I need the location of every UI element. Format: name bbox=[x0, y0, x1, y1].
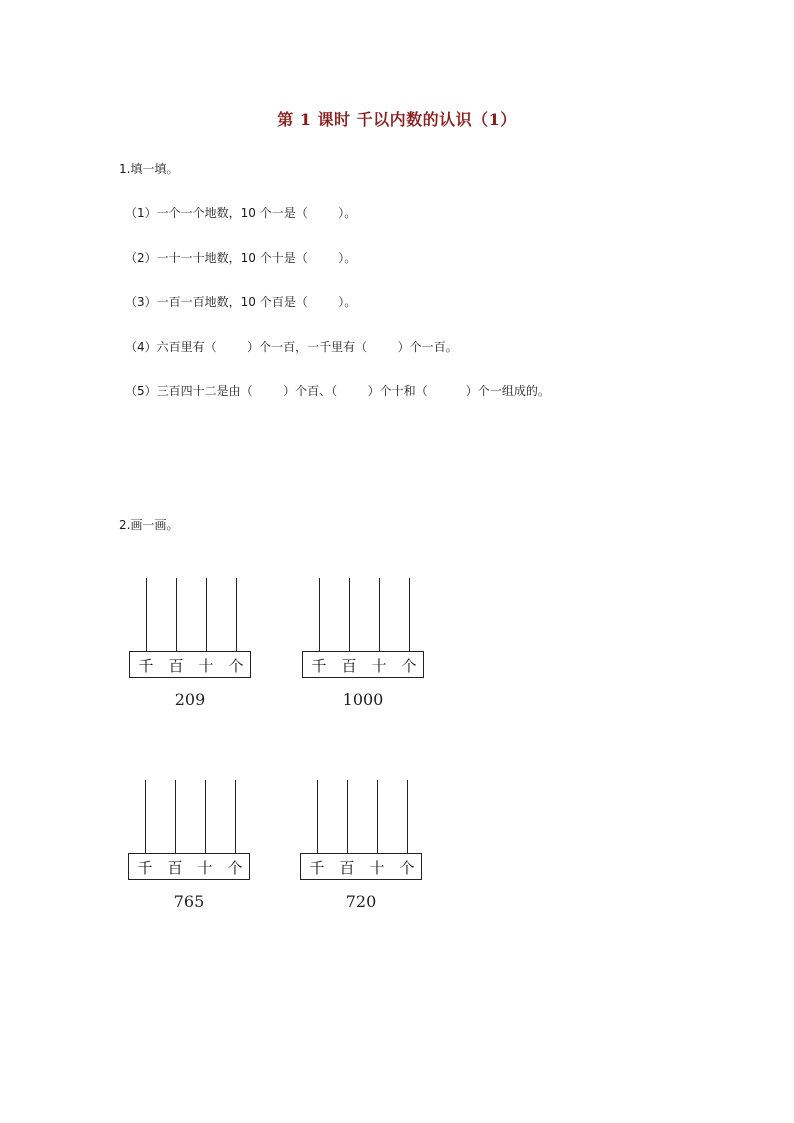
rod-tens bbox=[206, 578, 207, 652]
rod-hundreds bbox=[176, 578, 177, 652]
rod-hundreds bbox=[347, 780, 348, 854]
place-label-hundreds: 百 bbox=[167, 859, 183, 877]
place-label-ones: 个 bbox=[228, 657, 244, 675]
rod-ones bbox=[235, 780, 236, 854]
abacus-1000 bbox=[302, 578, 427, 728]
place-label-ones: 个 bbox=[401, 657, 417, 675]
question-1-item-2: （2）一十一十地数，10 个十是（ ）。 bbox=[125, 251, 357, 265]
place-label-tens: 十 bbox=[198, 657, 214, 675]
place-label-ones: 个 bbox=[399, 859, 415, 877]
abacus-number: 765 bbox=[173, 892, 205, 911]
abacus-frame bbox=[128, 853, 250, 880]
rod-ones bbox=[236, 578, 237, 652]
rod-thousands bbox=[317, 780, 318, 854]
abacus-rods bbox=[128, 780, 253, 854]
abacus-frame bbox=[129, 651, 251, 678]
abacus-209 bbox=[129, 578, 254, 728]
rod-hundreds bbox=[175, 780, 176, 854]
rod-tens bbox=[205, 780, 206, 854]
abacus-720 bbox=[300, 780, 425, 930]
rod-thousands bbox=[319, 578, 320, 652]
place-label-hundreds: 百 bbox=[339, 859, 355, 877]
rod-thousands bbox=[146, 578, 147, 652]
place-label-thousands: 千 bbox=[137, 859, 153, 877]
place-label-tens: 十 bbox=[197, 859, 213, 877]
place-label-thousands: 千 bbox=[138, 657, 154, 675]
place-label-thousands: 千 bbox=[311, 657, 327, 675]
abacus-rods bbox=[129, 578, 254, 652]
abacus-rods bbox=[300, 780, 425, 854]
place-label-tens: 十 bbox=[369, 859, 385, 877]
place-label-hundreds: 百 bbox=[168, 657, 184, 675]
rod-thousands bbox=[145, 780, 146, 854]
rod-ones bbox=[407, 780, 408, 854]
abacus-number: 720 bbox=[345, 892, 377, 911]
rod-hundreds bbox=[349, 578, 350, 652]
place-label-hundreds: 百 bbox=[341, 657, 357, 675]
place-label-thousands: 千 bbox=[309, 859, 325, 877]
place-label-ones: 个 bbox=[227, 859, 243, 877]
question-2-heading: 2.画一画。 bbox=[119, 518, 179, 532]
rod-tens bbox=[379, 578, 380, 652]
question-1-item-5: （5）三百四十二是由（ ）个百、（ ）个十和（ ）个一组成的。 bbox=[125, 384, 550, 398]
abacus-number: 1000 bbox=[342, 690, 384, 709]
abacus-frame bbox=[302, 651, 424, 678]
abacus-number: 209 bbox=[174, 690, 206, 709]
abacus-frame bbox=[300, 853, 422, 880]
question-1-item-4: （4）六百里有（ ）个一百，一千里有（ ）个一百。 bbox=[125, 340, 458, 354]
rod-tens bbox=[377, 780, 378, 854]
question-1-heading: 1.填一填。 bbox=[119, 162, 179, 176]
page-title: 第 1 课时 千以内数的认识（1） bbox=[277, 110, 517, 129]
place-label-tens: 十 bbox=[371, 657, 387, 675]
question-1-item-1: （1）一个一个地数，10 个一是（ ）。 bbox=[125, 206, 357, 220]
abacus-765 bbox=[128, 780, 253, 930]
question-1-item-3: （3）一百一百地数，10 个百是（ ）。 bbox=[125, 295, 357, 309]
abacus-rods bbox=[302, 578, 427, 652]
rod-ones bbox=[409, 578, 410, 652]
